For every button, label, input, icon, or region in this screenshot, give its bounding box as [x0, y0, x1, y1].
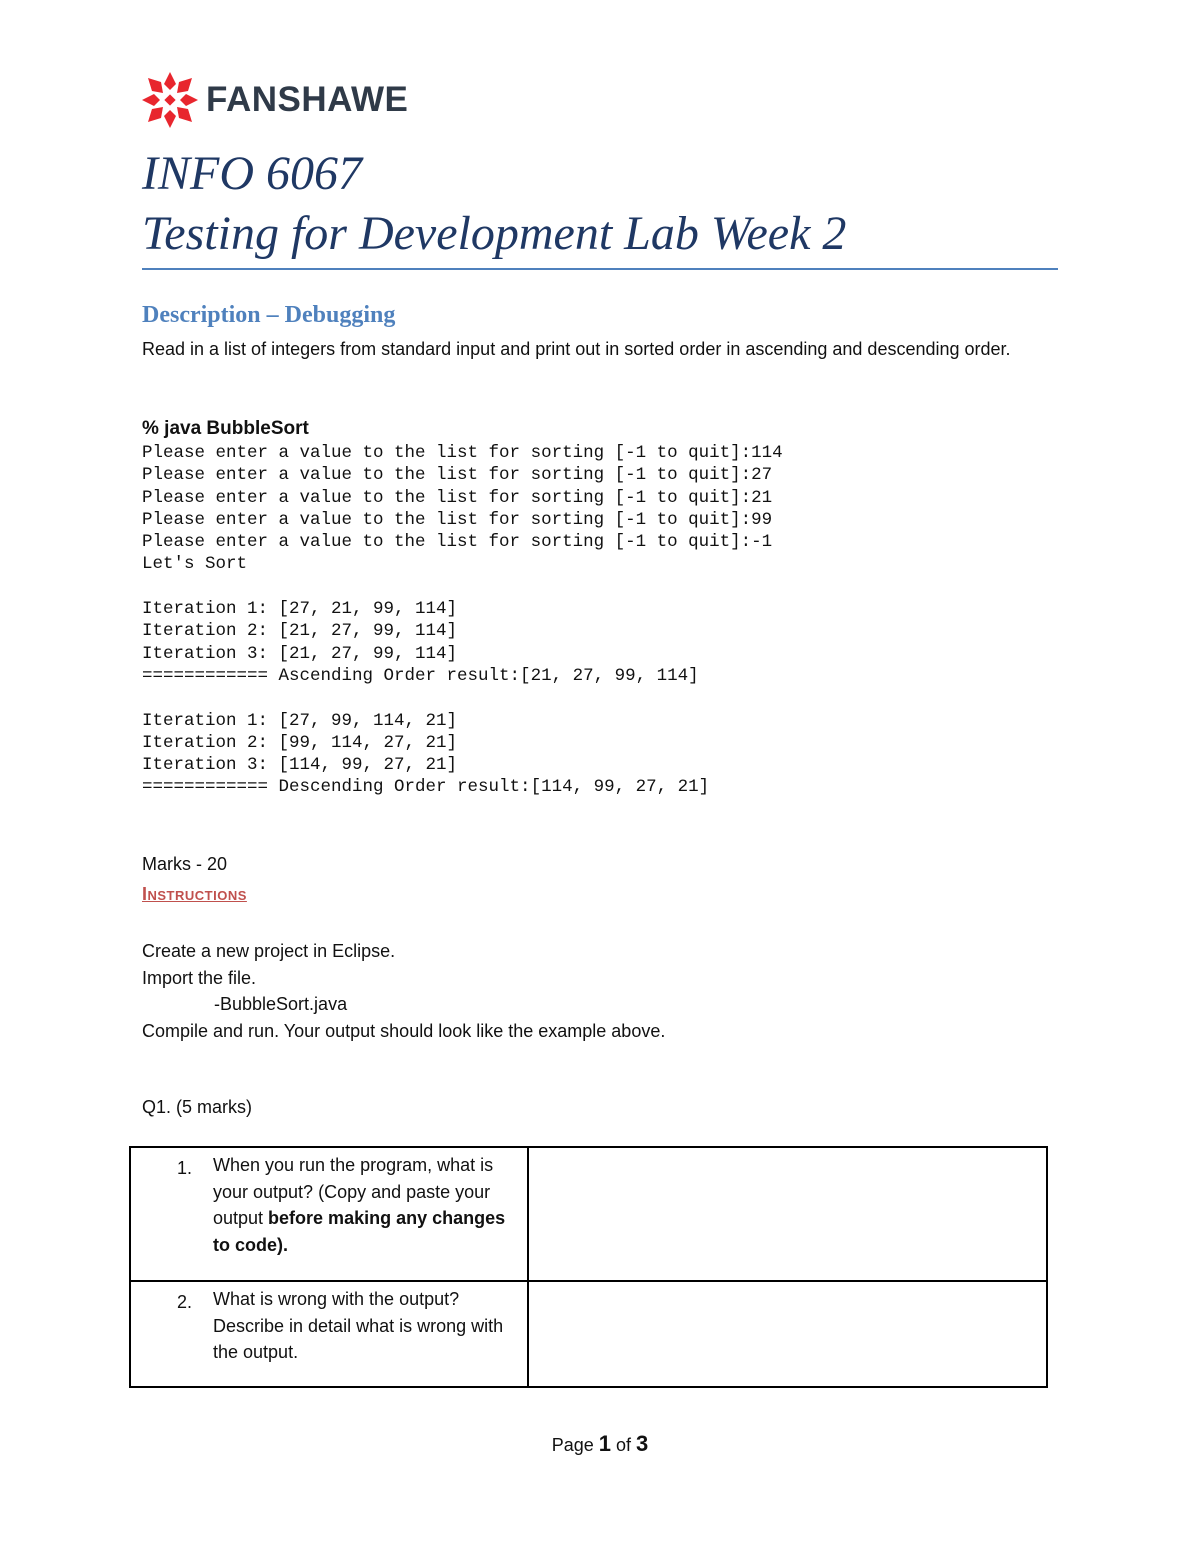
- description-text: Read in a list of integers from standard input and print out in sorted order in ascending and descending order.: [142, 339, 1011, 359]
- fanshawe-emblem-icon: [140, 70, 200, 130]
- footer-total-pages: 3: [636, 1431, 649, 1456]
- q1-label: Q1. (5 marks): [142, 1097, 253, 1117]
- title-divider: [142, 268, 1058, 270]
- console-line: Iteration 2: [21, 27, 99, 114]: [142, 621, 458, 642]
- question-number: 2.: [177, 1292, 193, 1312]
- question-text: [213, 1286, 518, 1366]
- logo-wordmark: FANSHAWE: [206, 80, 409, 119]
- footer-of: of: [611, 1435, 637, 1455]
- console-line: Please enter a value to the list for sorting [-1 to quit]:-1: [142, 532, 773, 553]
- console-line: Please enter a value to the list for sorting [-1 to quit]:27: [142, 465, 773, 486]
- instruction-step: Create a new project in Eclipse.: [142, 941, 396, 961]
- console-line: [142, 576, 783, 598]
- console-line: Please enter a value to the list for sorting [-1 to quit]:99: [142, 509, 773, 530]
- question-row: [130, 1281, 1047, 1387]
- question-cell: [130, 1281, 528, 1387]
- question-text: [213, 1152, 518, 1258]
- question-number: 1.: [177, 1158, 193, 1178]
- console-line: Iteration 1: [27, 99, 114, 21]: [142, 710, 458, 731]
- footer-prefix: Page: [551, 1435, 599, 1455]
- question-text-plain: What is wrong with the output? Describe in detail what is wrong with the output.: [213, 1289, 504, 1362]
- question-cell: [130, 1147, 528, 1281]
- answer-cell[interactable]: [528, 1281, 1047, 1387]
- console-line: Please enter a value to the list for sorting [-1 to quit]:21: [142, 487, 773, 508]
- console-line: Iteration 1: [27, 21, 99, 114]: [142, 599, 458, 620]
- lab-title: Testing for Development Lab Week 2: [142, 207, 847, 260]
- question-row: [130, 1147, 1047, 1281]
- instruction-step: Import the file.: [142, 967, 257, 988]
- console-line: [142, 687, 783, 709]
- console-line: Please enter a value to the list for sorting [-1 to quit]:114: [142, 443, 783, 463]
- instruction-steps: [142, 938, 665, 1044]
- course-code: INFO 6067: [142, 147, 362, 200]
- console-line: Let's Sort: [142, 554, 248, 575]
- question-text-plain: When you run the program, what is your output? (Copy and paste your output: [213, 1155, 494, 1228]
- description-heading: Description – Debugging: [142, 302, 396, 328]
- footer-current-page: 1: [598, 1431, 612, 1456]
- console-line: Iteration 2: [99, 114, 27, 21]: [142, 732, 458, 753]
- instruction-step: -BubbleSort.java: [214, 994, 348, 1014]
- instruction-step: Compile and run. Your output should look like the example above.: [142, 1020, 666, 1041]
- console-line: Iteration 3: [21, 27, 99, 114]: [142, 643, 458, 664]
- example-command: % java BubbleSort: [142, 418, 309, 439]
- console-line: ============ Ascending Order result:[21, 27, 99, 114]: [142, 665, 699, 686]
- instructions-heading: Instructions: [142, 884, 247, 904]
- page-footer: [0, 1431, 1200, 1457]
- question-table: [129, 1146, 1048, 1388]
- marks-label: Marks - 20: [142, 854, 228, 874]
- console-line: ============ Descending Order result:[114, 99, 27, 21]: [142, 777, 710, 798]
- console-output: [142, 442, 783, 799]
- console-line: Iteration 3: [114, 99, 27, 21]: [142, 755, 458, 776]
- answer-cell[interactable]: [528, 1147, 1047, 1281]
- question-text-bold: before making any changes to code).: [213, 1208, 506, 1255]
